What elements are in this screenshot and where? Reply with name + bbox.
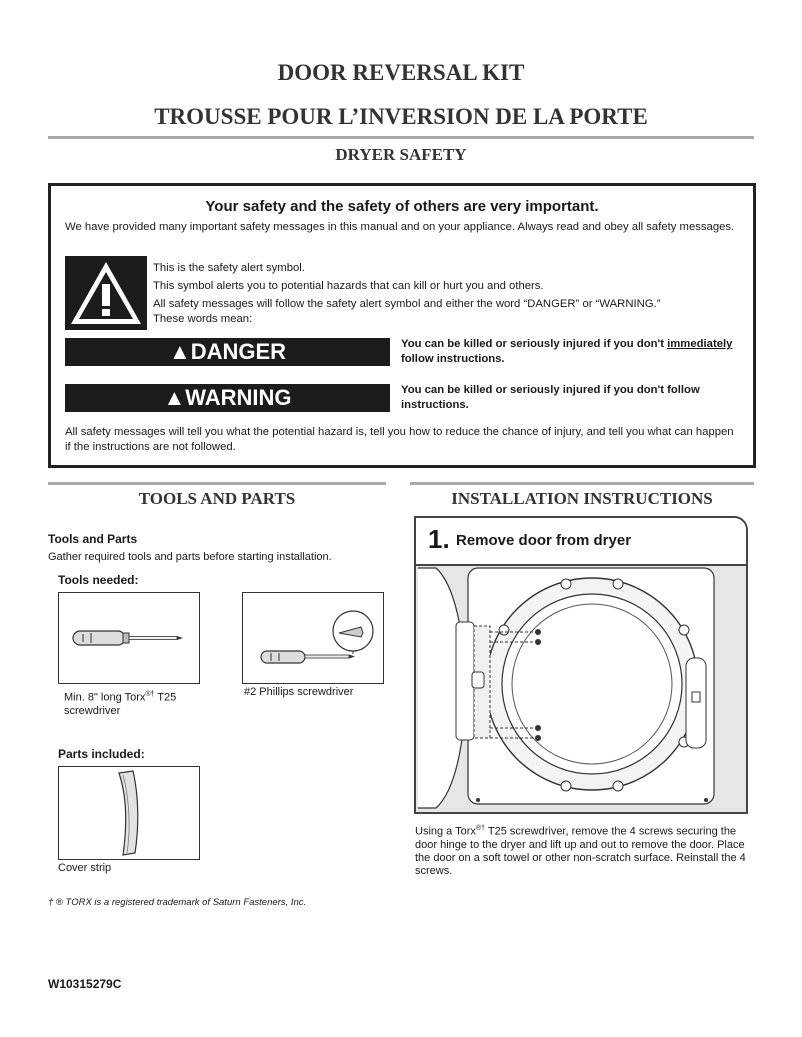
danger-text: You can be killed or seriously injured if you don't immediately follow instructions. — [401, 338, 733, 365]
tools-heading: Tools and Parts — [48, 532, 138, 546]
tools-intro: Gather required tools and parts before starting installation. — [48, 551, 332, 563]
torx-screwdriver-icon — [59, 593, 199, 683]
section-dryer-safety: DRYER SAFETY — [335, 145, 467, 164]
title-divider — [48, 136, 754, 139]
warning-text: You can be killed or seriously injured if you don't follow instructions. — [401, 384, 700, 411]
step-1-description: Using a Torx®† T25 screwdriver, remove the 4 screws securing the door hinge to the dryer and lift up and out to remove the door. Place the door on a soft towel or other non-scratch surface. Reinstall the 4 screws. — [415, 825, 746, 877]
trademark-note: † ® TORX is a registered trademark of Saturn Fasteners, Inc. — [48, 897, 307, 908]
safety-line-4: These words mean: — [153, 313, 253, 325]
title-english: DOOR REVERSAL KIT — [277, 60, 525, 85]
warning-signal-bar — [65, 384, 390, 412]
tools-needed-label: Tools needed: — [58, 573, 139, 587]
warning-label: WARNING — [185, 385, 292, 410]
step-1-panel — [414, 516, 748, 814]
phillips-screwdriver-icon — [243, 593, 383, 683]
phillips-screwdriver-box — [242, 592, 384, 684]
title-french: TROUSSE POUR L’INVERSION DE LA PORTE — [154, 104, 648, 129]
tools-divider — [48, 482, 386, 485]
torx-caption: Min. 8" long Torx®† T25 screwdriver — [64, 691, 177, 717]
safety-intro: We have provided many important safety messages in this manual and on your appliance. Always read and obey all safety messages. — [65, 221, 735, 233]
section-installation: INSTALLATION INSTRUCTIONS — [451, 489, 713, 508]
warning-alert-icon: ▲ — [163, 385, 186, 410]
step-1-header — [416, 518, 746, 566]
safety-footer: All safety messages will tell you what the potential hazard is, tell you how to reduce the chance of injury, and tell you what can happen if the instructions are not followed. — [65, 426, 734, 453]
safety-alert-icon — [65, 256, 147, 330]
torx-screwdriver-box — [58, 592, 200, 684]
safety-line-2: This symbol alerts you to potential hazards that can kill or hurt you and others. — [153, 280, 544, 292]
cover-strip-icon — [59, 767, 199, 859]
safety-heading: Your safety and the safety of others are very important. — [205, 198, 599, 215]
danger-alert-icon: ▲ — [168, 339, 191, 364]
safety-line-3: All safety messages will follow the safety alert symbol and either the word “DANGER” or “WARNING.” — [153, 298, 661, 310]
danger-label: DANGER — [190, 339, 287, 364]
safety-box — [48, 183, 756, 468]
step-number: 1. — [428, 524, 450, 554]
cover-strip-caption: Cover strip — [58, 862, 112, 874]
step-title: Remove door from dryer — [456, 532, 632, 549]
safety-line-1: This is the safety alert symbol. — [153, 262, 305, 274]
part-number: W10315279C — [48, 977, 122, 991]
phillips-caption: #2 Phillips screwdriver — [244, 686, 354, 698]
install-divider — [410, 482, 754, 485]
danger-signal-bar — [65, 338, 390, 366]
parts-included-label: Parts included: — [58, 747, 145, 761]
section-tools-parts: TOOLS AND PARTS — [138, 489, 296, 508]
dryer-diagram — [416, 562, 746, 812]
cover-strip-box — [58, 766, 200, 860]
